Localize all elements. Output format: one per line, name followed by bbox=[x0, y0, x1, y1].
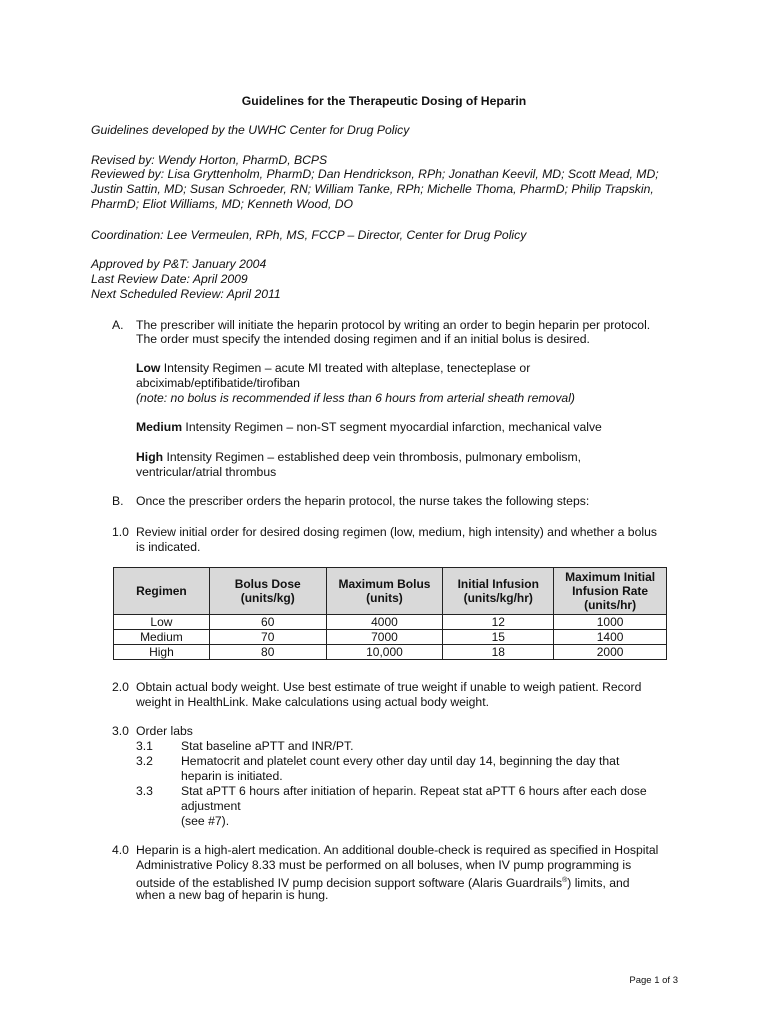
revised-by: Revised by: Wendy Horton, PharmD, BCPS bbox=[91, 153, 328, 167]
medium-description: Intensity Regimen – non-ST segment myocardial infarction, mechanical valve bbox=[182, 420, 602, 434]
header-maximum-bolus: Maximum Bolus (units) bbox=[326, 568, 443, 615]
table-cell: Low bbox=[114, 615, 210, 630]
table-cell: 4000 bbox=[326, 615, 443, 630]
high-regimen-line-2: ventricular/atrial thrombus bbox=[136, 465, 277, 479]
step-4-label: 4.0 bbox=[112, 843, 129, 857]
step-3-3-line-1: Stat aPTT 6 hours after initiation of heparin. Repeat stat aPTT 6 hours after each dose bbox=[181, 784, 647, 798]
section-b-label: B. bbox=[112, 494, 124, 508]
step-3-1-number: 3.1 bbox=[136, 739, 153, 753]
step-1-line-2: is indicated. bbox=[136, 540, 201, 554]
header-maximum-initial-infusion-rate: Maximum Initial Infusion Rate (units/hr) bbox=[554, 568, 667, 615]
table-cell: 2000 bbox=[554, 645, 667, 660]
reviewed-by-line-2: Justin Sattin, MD; Susan Schroeder, RN; William Tanke, RPh; Michelle Thoma, PharmD; Philip Trapskin, bbox=[91, 182, 654, 196]
table-row bbox=[114, 645, 667, 660]
step-3-label: 3.0 bbox=[112, 724, 129, 738]
step-3-3-line-3: (see #7). bbox=[181, 814, 230, 828]
step-4-line-4: when a new bag of heparin is hung. bbox=[136, 888, 329, 902]
low-regimen-line-2: abciximab/eptifibatide/tirofiban bbox=[136, 376, 300, 390]
table-header-row bbox=[114, 568, 667, 615]
step-4-line-1: Heparin is a high-alert medication. An additional double-check is required as specified in Hospital bbox=[136, 843, 659, 857]
table-cell: 1000 bbox=[554, 615, 667, 630]
low-description: Intensity Regimen – acute MI treated with alteplase, tenecteplase or bbox=[160, 361, 531, 375]
coordination: Coordination: Lee Vermeulen, RPh, MS, FCCP – Director, Center for Drug Policy bbox=[91, 228, 527, 242]
low-label: Low bbox=[136, 361, 161, 375]
step-3-2-number: 3.2 bbox=[136, 754, 153, 768]
next-review-date: Next Scheduled Review: April 2011 bbox=[91, 287, 281, 301]
table-cell: 60 bbox=[209, 615, 326, 630]
table-cell: Medium bbox=[114, 630, 210, 645]
step-3-2-line-2: heparin is initiated. bbox=[181, 769, 283, 783]
section-a-line-1: The prescriber will initiate the heparin protocol by writing an order to begin heparin per protocol. bbox=[136, 318, 651, 332]
step-4-line-3b: ) limits, and bbox=[567, 876, 630, 891]
table-cell: 70 bbox=[209, 630, 326, 645]
table-cell: 1400 bbox=[554, 630, 667, 645]
step-1-line-1: Review initial order for desired dosing regimen (low, medium, high intensity) and whether a bolus bbox=[136, 525, 657, 539]
medium-regimen bbox=[136, 420, 602, 435]
low-regimen-line-1 bbox=[136, 361, 530, 376]
step-4-line-2: Administrative Policy 8.33 must be performed on all boluses, when IV pump programming is bbox=[136, 858, 632, 872]
high-regimen-line-1 bbox=[136, 450, 581, 465]
developed-by: Guidelines developed by the UWHC Center for Drug Policy bbox=[91, 123, 410, 137]
section-a-label: A. bbox=[112, 318, 124, 332]
step-2-label: 2.0 bbox=[112, 680, 129, 694]
low-regimen-note: (note: no bolus is recommended if less than 6 hours from arterial sheath removal) bbox=[136, 391, 575, 405]
page-number: Page 1 of 3 bbox=[629, 975, 678, 986]
step-3-3-line-2: adjustment bbox=[181, 799, 241, 813]
reviewed-by-line-3: PharmD; Eliot Williams, MD; Kenneth Wood, DO bbox=[91, 197, 353, 211]
table-row bbox=[114, 615, 667, 630]
section-b-text: Once the prescriber orders the heparin protocol, the nurse takes the following steps: bbox=[136, 494, 590, 508]
step-2-line-2: weight in HealthLink. Make calculations using actual body weight. bbox=[136, 695, 489, 709]
step-3-2-line-1: Hematocrit and platelet count every other day until day 14, beginning the day that bbox=[181, 754, 620, 768]
registered-mark: ® bbox=[562, 877, 568, 884]
table-cell: 7000 bbox=[326, 630, 443, 645]
document-title: Guidelines for the Therapeutic Dosing of Heparin bbox=[241, 94, 527, 108]
approved-date: Approved by P&T: January 2004 bbox=[91, 257, 267, 271]
medium-label: Medium bbox=[136, 420, 183, 434]
high-label: High bbox=[136, 450, 164, 464]
last-review-date: Last Review Date: April 2009 bbox=[91, 272, 248, 286]
header-bolus-dose: Bolus Dose (units/kg) bbox=[209, 568, 326, 615]
step-3-title: Order labs bbox=[136, 724, 193, 738]
table-cell: 80 bbox=[209, 645, 326, 660]
dosing-table bbox=[113, 567, 667, 660]
header-initial-infusion: Initial Infusion (units/kg/hr) bbox=[443, 568, 554, 615]
table-cell: High bbox=[114, 645, 210, 660]
table-cell: 18 bbox=[443, 645, 554, 660]
header-regimen: Regimen bbox=[114, 568, 210, 615]
step-3-1-text: Stat baseline aPTT and INR/PT. bbox=[181, 739, 354, 753]
step-3-3-number: 3.3 bbox=[136, 784, 153, 798]
step-2-line-1: Obtain actual body weight. Use best estimate of true weight if unable to weigh patient. Record bbox=[136, 680, 642, 694]
section-a-line-2: The order must specify the intended dosing regimen and if an initial bolus is desired. bbox=[136, 332, 590, 346]
table-row bbox=[114, 630, 667, 645]
table-cell: 10,000 bbox=[326, 645, 443, 660]
reviewed-by-line-1: Reviewed by: Lisa Gryttenholm, PharmD; Dan Hendrickson, RPh; Jonathan Keevil, MD; Scott Mead, MD; bbox=[91, 167, 659, 181]
table-cell: 12 bbox=[443, 615, 554, 630]
high-description: Intensity Regimen – established deep vein thrombosis, pulmonary embolism, bbox=[163, 450, 582, 464]
table-cell: 15 bbox=[443, 630, 554, 645]
step-4-line-3a: outside of the established IV pump decision support software (Alaris Guardrails bbox=[136, 876, 563, 891]
step-1-label: 1.0 bbox=[112, 525, 129, 539]
